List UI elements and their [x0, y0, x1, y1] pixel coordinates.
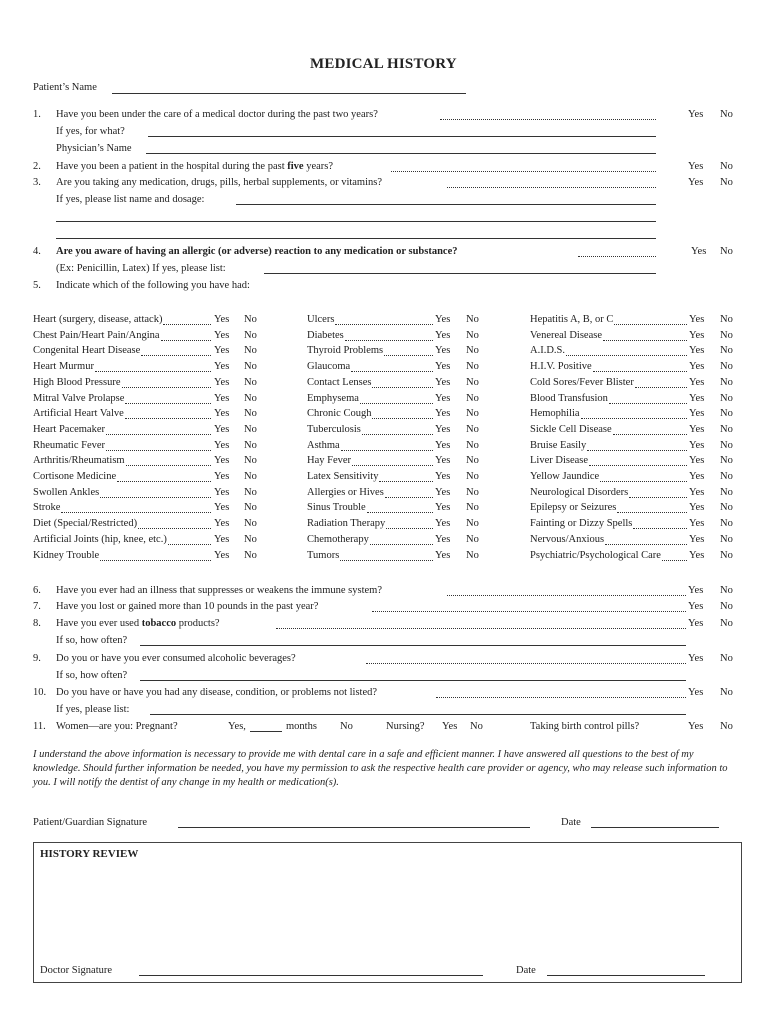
leader-dots — [100, 497, 211, 498]
condition-label: Allergies or Hives — [307, 487, 384, 498]
doctor-signature-field[interactable] — [139, 975, 483, 976]
leader-dots — [352, 465, 433, 466]
yes-option[interactable]: Yes — [688, 585, 704, 596]
question-8: Have you ever used tobacco products? — [56, 618, 220, 629]
no-option[interactable]: No — [466, 393, 479, 404]
yes-option[interactable]: Yes — [214, 345, 230, 356]
alcohol-frequency-field[interactable] — [140, 680, 686, 681]
leader-dots — [447, 187, 656, 188]
leader-dots — [629, 497, 687, 498]
yes-option[interactable]: Yes — [689, 534, 705, 545]
no-option[interactable]: No — [720, 618, 733, 629]
yes-option[interactable]: Yes — [214, 440, 230, 451]
pregnancy-months-field[interactable] — [250, 731, 282, 732]
question-number: 6. — [33, 585, 41, 596]
leader-dots — [578, 256, 656, 257]
condition-label: A.I.D.S. — [530, 345, 566, 356]
yes-option[interactable]: Yes — [435, 330, 451, 341]
condition-label: Glaucoma — [307, 361, 351, 372]
q3-followup-label: If yes, please list name and dosage: — [56, 194, 205, 205]
no-option[interactable]: No — [244, 377, 257, 388]
yes-option[interactable]: Yes — [689, 455, 705, 466]
yes-option[interactable]: Yes — [214, 330, 230, 341]
no-option[interactable]: No — [720, 721, 733, 732]
yes-option[interactable]: Yes — [435, 487, 451, 498]
condition-label: Sickle Cell Disease — [530, 424, 612, 435]
yes-option[interactable]: Yes — [435, 550, 451, 561]
no-option[interactable]: No — [244, 408, 257, 419]
q10-followup-label: If yes, please list: — [56, 704, 130, 715]
yes-option[interactable]: Yes — [689, 377, 705, 388]
yes-option[interactable]: Yes — [689, 408, 705, 419]
yes-option[interactable]: Yes — [214, 534, 230, 545]
no-option[interactable]: No — [720, 687, 733, 698]
leader-dots — [391, 171, 656, 172]
yes-option[interactable]: Yes — [689, 440, 705, 451]
leader-dots — [384, 355, 433, 356]
yes-option[interactable]: Yes — [435, 345, 451, 356]
leader-dots — [613, 434, 687, 435]
condition-label: Rheumatic Fever — [33, 440, 106, 451]
yes-option[interactable]: Yes — [214, 471, 230, 482]
yes-option[interactable]: Yes — [435, 455, 451, 466]
no-option[interactable]: No — [466, 377, 479, 388]
yes-option[interactable]: Yes — [435, 314, 451, 325]
yes-option[interactable]: Yes — [435, 440, 451, 451]
leader-dots — [370, 544, 433, 545]
question-number: 2. — [33, 161, 41, 172]
no-option[interactable]: No — [244, 424, 257, 435]
no-option[interactable]: No — [720, 393, 733, 404]
condition-label: Diet (Special/Restricted) — [33, 518, 138, 529]
leader-dots — [351, 371, 433, 372]
condition-label: Venereal Disease — [530, 330, 603, 341]
yes-option[interactable]: Yes — [435, 471, 451, 482]
yes-option[interactable]: Yes — [688, 618, 704, 629]
leader-dots — [635, 387, 687, 388]
yes-option[interactable]: Yes — [689, 550, 705, 561]
condition-label: Heart (surgery, disease, attack) — [33, 314, 163, 325]
no-option[interactable]: No — [466, 502, 479, 513]
leader-dots — [617, 512, 687, 513]
condition-label: Asthma — [307, 440, 340, 451]
question-4: Are you aware of having an allergic (or adverse) reaction to any medication or substance? — [56, 246, 458, 257]
no-option[interactable]: No — [720, 314, 733, 325]
yes-option[interactable]: Yes — [214, 502, 230, 513]
no-option[interactable]: No — [720, 534, 733, 545]
leader-dots — [372, 611, 686, 612]
question-number: 4. — [33, 246, 41, 257]
tobacco-frequency-field[interactable] — [140, 645, 686, 646]
yes-option[interactable]: Yes — [435, 408, 451, 419]
condition-label: Fainting or Dizzy Spells — [530, 518, 633, 529]
page-title: MEDICAL HISTORY — [310, 56, 457, 72]
condition-label: Artificial Joints (hip, knee, etc.) — [33, 534, 167, 545]
history-review-heading: HISTORY REVIEW — [40, 848, 139, 860]
yes-option[interactable]: Yes — [214, 550, 230, 561]
leader-dots — [581, 418, 687, 419]
question-3: Are you taking any medication, drugs, pills, herbal supplements, or vitamins? — [56, 177, 383, 188]
condition-label: Stroke — [33, 502, 61, 513]
no-option[interactable]: No — [244, 471, 257, 482]
leader-dots — [633, 528, 687, 529]
condition-label: Cold Sores/Fever Blister — [530, 377, 634, 388]
yes-option[interactable]: Yes — [435, 393, 451, 404]
leader-dots — [366, 663, 686, 664]
condition-label: Ulcers — [307, 314, 335, 325]
yes-option[interactable]: Yes — [688, 161, 704, 172]
leader-dots — [341, 450, 433, 451]
question-11: Women—are you: Pregnant? — [56, 721, 178, 732]
condition-label: Latex Sensitivity — [307, 471, 379, 482]
leader-dots — [379, 481, 433, 482]
yes-option[interactable]: Yes — [689, 518, 705, 529]
physician-name-label: Physician’s Name — [56, 143, 132, 154]
condition-label: Mitral Valve Prolapse — [33, 393, 125, 404]
no-option[interactable]: No — [720, 550, 733, 561]
no-option[interactable]: No — [720, 330, 733, 341]
no-option[interactable]: No — [244, 330, 257, 341]
yes-option[interactable]: Yes — [214, 314, 230, 325]
question-number: 1. — [33, 109, 41, 120]
yes-option[interactable]: Yes — [688, 653, 704, 664]
condition-label: Congenital Heart Disease — [33, 345, 141, 356]
leader-dots — [95, 371, 211, 372]
condition-label: Contact Lenses — [307, 377, 372, 388]
leader-dots — [117, 481, 211, 482]
leader-dots — [600, 481, 687, 482]
medication-field[interactable] — [236, 204, 656, 205]
question-10: Do you have or have you had any disease, condition, or problems not listed? — [56, 687, 378, 698]
birth-control-label: Taking birth control pills? — [530, 721, 640, 732]
leader-dots — [566, 355, 687, 356]
no-option[interactable]: No — [720, 455, 733, 466]
medication-field[interactable] — [56, 221, 656, 222]
no-option[interactable]: No — [466, 361, 479, 372]
pregnant-yes-option[interactable]: Yes, — [228, 721, 246, 732]
no-option[interactable]: No — [466, 345, 479, 356]
condition-label: Bruise Easily — [530, 440, 587, 451]
condition-label: Radiation Therapy — [307, 518, 386, 529]
condition-label: Cortisone Medicine — [33, 471, 117, 482]
no-option[interactable]: No — [720, 601, 733, 612]
no-option[interactable]: No — [244, 502, 257, 513]
leader-dots — [367, 512, 433, 513]
nursing-label: Nursing? — [386, 721, 425, 732]
no-option[interactable]: No — [720, 502, 733, 513]
condition-label: Kidney Trouble — [33, 550, 100, 561]
leader-dots — [440, 119, 656, 120]
patient-name-field[interactable] — [112, 93, 466, 94]
leader-dots — [605, 544, 687, 545]
nursing-yes-option[interactable]: Yes — [442, 721, 458, 732]
question-2: Have you been a patient in the hospital during the past five years? — [56, 161, 334, 172]
patient-name-label: Patient’s Name — [33, 82, 97, 93]
yes-option[interactable]: Yes — [689, 345, 705, 356]
no-option[interactable]: No — [720, 377, 733, 388]
yes-option[interactable]: Yes — [214, 518, 230, 529]
leader-dots — [141, 355, 211, 356]
leader-dots — [122, 387, 211, 388]
no-option[interactable]: No — [244, 361, 257, 372]
leader-dots — [161, 340, 211, 341]
leader-dots — [603, 340, 687, 341]
leader-dots — [125, 403, 211, 404]
condition-label: Arthritis/Rheumatism — [33, 455, 125, 466]
leader-dots — [662, 560, 687, 561]
leader-dots — [276, 628, 686, 629]
yes-option[interactable]: Yes — [688, 109, 704, 120]
no-option[interactable]: No — [244, 487, 257, 498]
leader-dots — [138, 528, 211, 529]
no-option[interactable]: No — [244, 455, 257, 466]
nursing-no-option[interactable]: No — [470, 721, 483, 732]
yes-option[interactable]: Yes — [691, 246, 707, 257]
other-conditions-field[interactable] — [150, 714, 686, 715]
yes-option[interactable]: Yes — [435, 534, 451, 545]
condition-label: Chemotherapy — [307, 534, 369, 545]
leader-dots — [386, 528, 433, 529]
condition-label: Sinus Trouble — [307, 502, 366, 513]
question-number: 10. — [33, 687, 47, 698]
consent-statement: I understand the above information is necessary to provide me with dental care in a safe and efficient manner. I have answered all questions to the best of my knowledge. Should further information be needed, you have my permission to ask the respective health care provider or agency, who may release such information to you. I will notify the dentist of any change in my health or medication(s). — [33, 749, 728, 788]
no-option[interactable]: No — [720, 424, 733, 435]
no-option[interactable]: No — [466, 330, 479, 341]
leader-dots — [360, 403, 433, 404]
question-number: 8. — [33, 618, 41, 629]
no-option[interactable]: No — [466, 518, 479, 529]
no-option[interactable]: No — [720, 585, 733, 596]
no-option[interactable]: No — [244, 534, 257, 545]
yes-option[interactable]: Yes — [435, 518, 451, 529]
question-1: Have you been under the care of a medical doctor during the past two years? — [56, 109, 378, 120]
leader-dots — [372, 387, 433, 388]
condition-label: Chronic Cough — [307, 408, 372, 419]
leader-dots — [587, 450, 687, 451]
condition-label: Heart Pacemaker — [33, 424, 105, 435]
condition-label: Tuberculosis — [307, 424, 361, 435]
question-5: Indicate which of the following you have had: — [56, 280, 250, 291]
yes-option[interactable]: Yes — [689, 471, 705, 482]
condition-label: Yellow Jaundice — [530, 471, 600, 482]
leader-dots — [447, 595, 686, 596]
date-label: Date — [561, 817, 581, 828]
no-option[interactable]: No — [720, 440, 733, 451]
yes-option[interactable]: Yes — [214, 408, 230, 419]
no-option[interactable]: No — [244, 314, 257, 325]
leader-dots — [609, 403, 687, 404]
medication-field[interactable] — [56, 238, 656, 239]
question-9: Do you or have you ever consumed alcoholic beverages? — [56, 653, 296, 664]
no-option[interactable]: No — [244, 518, 257, 529]
no-option[interactable]: No — [466, 455, 479, 466]
no-option[interactable]: No — [466, 471, 479, 482]
yes-option[interactable]: Yes — [214, 487, 230, 498]
condition-label: Hay Fever — [307, 455, 352, 466]
condition-label: Neurological Disorders — [530, 487, 629, 498]
no-option[interactable]: No — [720, 177, 733, 188]
no-option[interactable]: No — [466, 408, 479, 419]
no-option[interactable]: No — [720, 361, 733, 372]
no-option[interactable]: No — [720, 109, 733, 120]
leader-dots — [593, 371, 687, 372]
leader-dots — [106, 434, 211, 435]
yes-option[interactable]: Yes — [435, 502, 451, 513]
no-option[interactable]: No — [466, 440, 479, 451]
doctor-date-field[interactable] — [547, 975, 705, 976]
question-number: 11. — [33, 721, 46, 732]
yes-option[interactable]: Yes — [214, 377, 230, 388]
condition-label: H.I.V. Positive — [530, 361, 592, 372]
doctor-date-label: Date — [516, 965, 536, 976]
no-option[interactable]: No — [466, 487, 479, 498]
question-7: Have you lost or gained more than 10 pounds in the past year? — [56, 601, 319, 612]
q4-followup-label: (Ex: Penicillin, Latex) If yes, please list: — [56, 263, 226, 274]
condition-label: Liver Disease — [530, 455, 589, 466]
no-option[interactable]: No — [720, 487, 733, 498]
leader-dots — [340, 560, 433, 561]
leader-dots — [436, 697, 686, 698]
q1-reason-field[interactable] — [148, 136, 656, 137]
condition-label: Hepatitis A, B, or C — [530, 314, 614, 325]
yes-option[interactable]: Yes — [689, 330, 705, 341]
condition-label: Heart Murmur — [33, 361, 94, 372]
condition-label: Psychiatric/Psychological Care — [530, 550, 661, 561]
yes-option[interactable]: Yes — [689, 502, 705, 513]
condition-label: High Blood Pressure — [33, 377, 121, 388]
yes-option[interactable]: Yes — [435, 377, 451, 388]
q1-followup-label: If yes, for what? — [56, 126, 125, 137]
leader-dots — [106, 450, 211, 451]
no-option[interactable]: No — [244, 345, 257, 356]
doctor-signature-label: Doctor Signature — [40, 965, 113, 976]
no-option[interactable]: No — [720, 471, 733, 482]
yes-option[interactable]: Yes — [688, 721, 704, 732]
history-review-box — [33, 842, 742, 983]
condition-label: Epilepsy or Seizures — [530, 502, 617, 513]
yes-option[interactable]: Yes — [214, 455, 230, 466]
no-option[interactable]: No — [720, 161, 733, 172]
leader-dots — [362, 434, 433, 435]
leader-dots — [589, 465, 687, 466]
no-option[interactable]: No — [720, 246, 733, 257]
leader-dots — [335, 324, 433, 325]
condition-label: Artificial Heart Valve — [33, 408, 124, 419]
condition-label: Tumors — [307, 550, 340, 561]
months-label: months — [286, 721, 317, 732]
question-number: 5. — [33, 280, 41, 291]
allergy-field[interactable] — [264, 273, 656, 274]
no-option[interactable]: No — [720, 653, 733, 664]
pregnant-no-option[interactable]: No — [340, 721, 353, 732]
condition-label: Hemophilia — [530, 408, 580, 419]
no-option[interactable]: No — [720, 408, 733, 419]
yes-option[interactable]: Yes — [688, 687, 704, 698]
no-option[interactable]: No — [720, 345, 733, 356]
yes-option[interactable]: Yes — [435, 361, 451, 372]
yes-option[interactable]: Yes — [689, 393, 705, 404]
signature-field[interactable] — [178, 827, 530, 828]
question-6: Have you ever had an illness that suppresses or weakens the immune system? — [56, 585, 382, 596]
condition-label: Chest Pain/Heart Pain/Angina — [33, 330, 160, 341]
yes-option[interactable]: Yes — [689, 314, 705, 325]
condition-label: Swollen Ankles — [33, 487, 100, 498]
no-option[interactable]: No — [720, 518, 733, 529]
no-option[interactable]: No — [244, 393, 257, 404]
leader-dots — [372, 418, 433, 419]
condition-label: Diabetes — [307, 330, 344, 341]
yes-option[interactable]: Yes — [689, 361, 705, 372]
no-option[interactable]: No — [244, 550, 257, 561]
signature-label: Patient/Guardian Signature — [33, 817, 148, 828]
question-number: 7. — [33, 601, 41, 612]
yes-option[interactable]: Yes — [214, 393, 230, 404]
condition-label: Blood Transfusion — [530, 393, 608, 404]
leader-dots — [125, 418, 211, 419]
leader-dots — [614, 324, 687, 325]
q9-followup-label: If so, how often? — [56, 670, 128, 681]
leader-dots — [61, 512, 211, 513]
leader-dots — [163, 324, 211, 325]
condition-label: Nervous/Anxious — [530, 534, 605, 545]
leader-dots — [385, 497, 433, 498]
yes-option[interactable]: Yes — [688, 601, 704, 612]
no-option[interactable]: No — [466, 424, 479, 435]
leader-dots — [100, 560, 211, 561]
question-number: 3. — [33, 177, 41, 188]
yes-option[interactable]: Yes — [214, 424, 230, 435]
condition-label: Emphysema — [307, 393, 359, 404]
leader-dots — [126, 465, 211, 466]
no-option[interactable]: No — [466, 534, 479, 545]
yes-option[interactable]: Yes — [214, 361, 230, 372]
question-number: 9. — [33, 653, 41, 664]
yes-option[interactable]: Yes — [688, 177, 704, 188]
no-option[interactable]: No — [466, 550, 479, 561]
yes-option[interactable]: Yes — [689, 487, 705, 498]
no-option[interactable]: No — [244, 440, 257, 451]
date-field[interactable] — [591, 827, 719, 828]
leader-dots — [345, 340, 433, 341]
condition-label: Thyroid Problems — [307, 345, 384, 356]
yes-option[interactable]: Yes — [689, 424, 705, 435]
yes-option[interactable]: Yes — [435, 424, 451, 435]
physician-name-field[interactable] — [146, 153, 656, 154]
no-option[interactable]: No — [466, 314, 479, 325]
q8-followup-label: If so, how often? — [56, 635, 128, 646]
leader-dots — [168, 544, 211, 545]
